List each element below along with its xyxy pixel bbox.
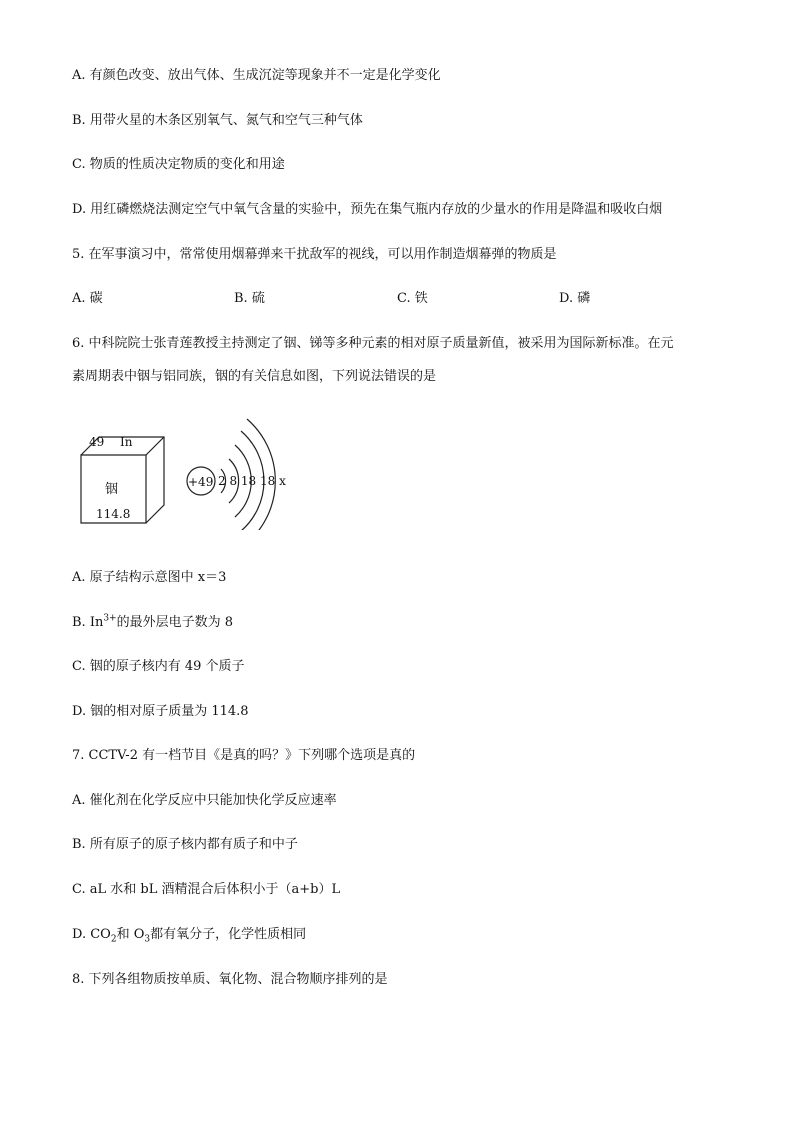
q6-stem-line2: 素周期表中铟与铝同族，铟的有关信息如图，下列说法错误的是	[72, 369, 437, 384]
q7-option-d	[72, 925, 306, 945]
q4-option-a: A. 有颜色改变、放出气体、生成沉淀等现象并不一定是化学变化	[72, 68, 441, 83]
q5-option-d: D. 磷	[559, 291, 591, 306]
q7-option-a: A. 催化剂在化学反应中只能加快化学反应速率	[72, 793, 337, 808]
q4-option-b: B. 用带火星的木条区别氧气、氮气和空气三种气体	[72, 113, 363, 128]
q5-options	[72, 289, 732, 309]
element-symbol: In	[120, 435, 133, 449]
q6-option-a: A. 原子结构示意图中 x＝3	[72, 570, 227, 585]
q7-option-c: C. aL 水和 bL 酒精混合后体积小于（a+b）L	[72, 882, 341, 897]
q7-option-d-sub2: 3	[144, 934, 151, 945]
element-name: 铟	[105, 482, 119, 497]
q8-stem: 8. 下列各组物质按单质、氧化物、混合物顺序排列的是	[72, 972, 388, 987]
q7-option-d-part1: D. CO	[72, 927, 111, 942]
q7-option-d-part3: 都有氧分子，化学性质相同	[150, 927, 307, 942]
shell-electrons: 2 8 18 18 x	[218, 474, 286, 488]
q5-option-c: C. 铁	[397, 291, 428, 306]
q5-option-b: B. 硫	[234, 291, 265, 306]
q5-option-a: A. 碳	[72, 291, 103, 306]
q6-option-c: C. 铟的原子核内有 49 个质子	[72, 659, 245, 674]
q7-option-d-part2: 和 O	[116, 927, 145, 942]
q7-option-b: B. 所有原子的原子核内都有质子和中子	[72, 837, 298, 852]
nucleus-charge: +49	[188, 475, 214, 489]
q4-option-c: C. 物质的性质决定物质的变化和用途	[72, 157, 285, 172]
q6-option-b	[72, 613, 233, 633]
q6-option-b-charge: 3+	[103, 613, 117, 624]
q7-option-d-sub1: 2	[110, 934, 117, 945]
indium-figure	[72, 415, 302, 530]
q6-option-b-prefix: B. In	[72, 615, 104, 630]
q6-option-d: D. 铟的相对原子质量为 114.8	[72, 704, 249, 719]
q4-option-d: D. 用红磷燃烧法测定空气中氧气含量的实验中，预先在集气瓶内存放的少量水的作用是降温和吸收白烟	[72, 202, 663, 217]
q5-stem: 5. 在军事演习中，常常使用烟幕弹来干扰敌军的视线，可以用作制造烟幕弹的物质是	[72, 247, 557, 262]
atomic-mass: 114.8	[96, 507, 131, 521]
q7-stem: 7. CCTV-2 有一档节目《是真的吗？》下列哪个选项是真的	[72, 748, 416, 763]
atomic-number: 49	[89, 435, 105, 449]
q6-stem-line1: 6. 中科院院士张青莲教授主持测定了铟、锑等多种元素的相对原子质量新值，被采用为国际新标准。在元	[72, 336, 674, 351]
q6-option-b-suffix: 的最外层电子数为 8	[116, 615, 234, 630]
